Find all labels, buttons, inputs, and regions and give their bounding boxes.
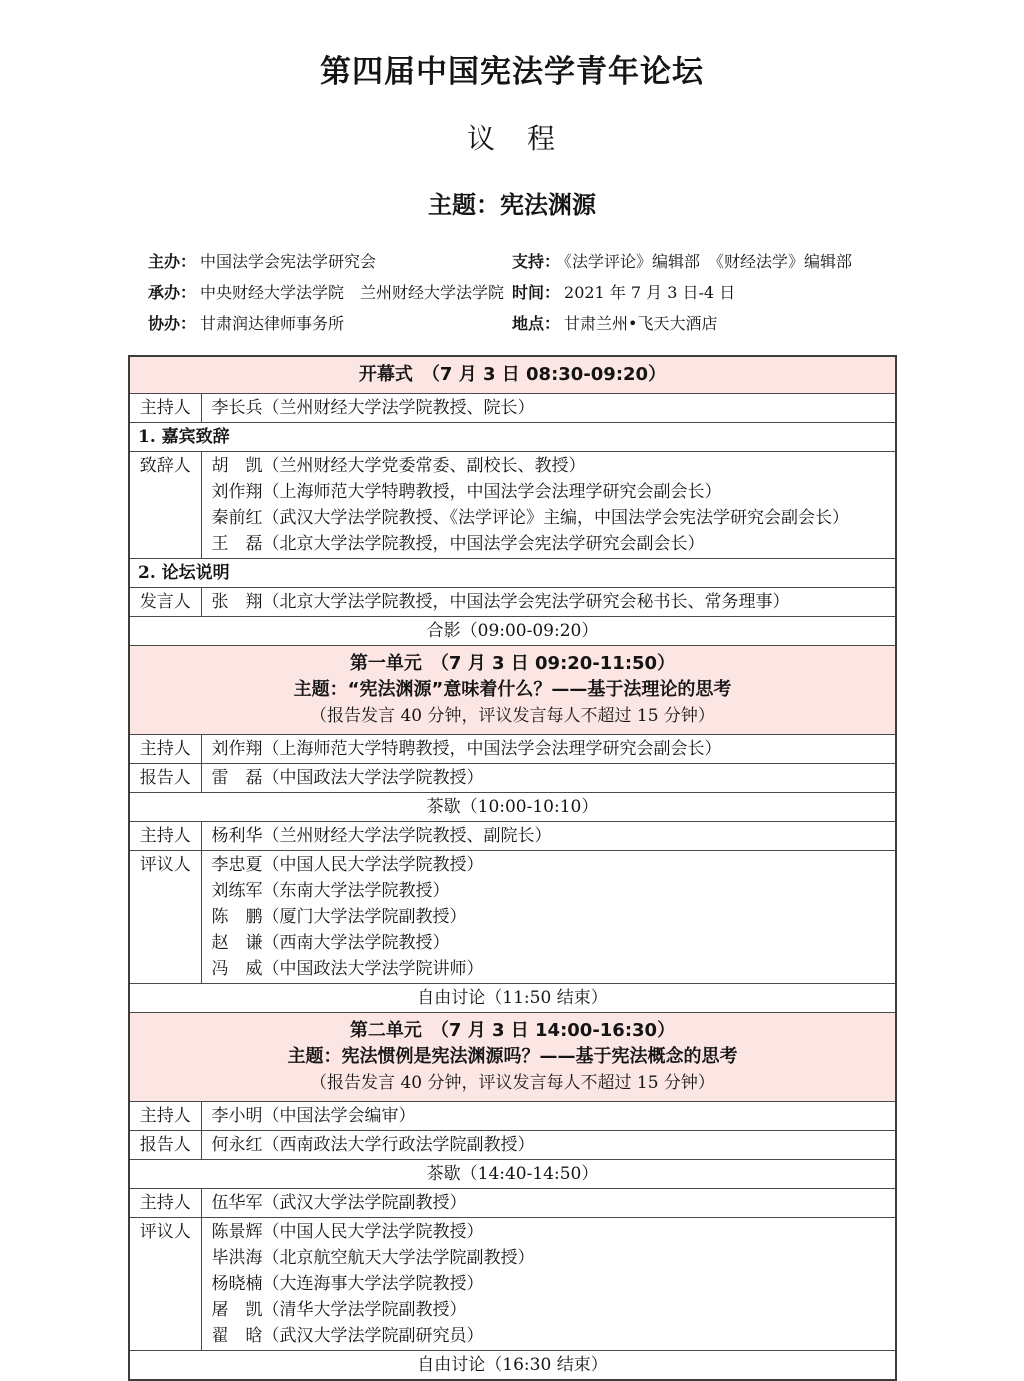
row-label: 评议人	[129, 1218, 201, 1351]
agenda-row-session	[129, 646, 896, 735]
person-line: 屠 凯（清华大学法学院副教授）	[211, 1300, 467, 1320]
person-line: 伍华军（武汉大学法学院副教授）	[211, 1193, 467, 1213]
person-line: 王 磊（北京大学法学院教授，中国法学会宪法学研究会副会长）	[211, 534, 705, 554]
row-content	[201, 452, 896, 559]
info-label: 时间：	[512, 283, 561, 302]
row-label: 主持人	[129, 735, 201, 764]
agenda-row-labeled	[129, 452, 896, 559]
agenda-row-session	[129, 356, 896, 394]
person-line: 秦前红（武汉大学法学院教授、《法学评论》主编，中国法学会宪法学研究会副会长）	[211, 508, 849, 528]
person-line: 雷 磊（中国政法大学法学院教授）	[211, 768, 484, 788]
center-row: 合影（09:00-09:20）	[129, 617, 896, 646]
row-label: 主持人	[129, 394, 201, 423]
session-header	[129, 646, 896, 735]
agenda-row-labeled	[129, 764, 896, 793]
info-label: 承办：	[148, 283, 197, 302]
person-line: 张 翔（北京大学法学院教授，中国法学会宪法学研究会秘书长、常务理事）	[211, 592, 790, 612]
person-line: 陈景辉（中国人民大学法学院教授）	[211, 1222, 484, 1242]
info-value: 中国法学会宪法学研究会	[200, 252, 377, 271]
info-line-support	[512, 246, 1024, 277]
row-label: 发言人	[129, 588, 201, 617]
person-line: 刘练军（东南大学法学院教授）	[211, 881, 450, 901]
organizer-info-right	[512, 246, 1024, 339]
agenda-row-center	[129, 984, 896, 1013]
center-row: 茶歇（10:00-10:10）	[129, 793, 896, 822]
agenda-row-center	[129, 1160, 896, 1189]
organizer-info	[148, 246, 1024, 339]
session-line: 第二单元 （7 月 3 日 14:00-16:30）	[349, 1020, 676, 1041]
agenda-row-center	[129, 793, 896, 822]
row-label: 评议人	[129, 851, 201, 984]
session-header	[129, 1013, 896, 1102]
agenda-row-section	[129, 559, 896, 588]
agenda-row-labeled	[129, 1189, 896, 1218]
row-content	[201, 822, 896, 851]
center-row: 茶歇（14:40-14:50）	[129, 1160, 896, 1189]
person-line: 赵 谦（西南大学法学院教授）	[211, 933, 450, 953]
person-line: 李忠夏（中国人民大学法学院教授）	[211, 855, 484, 875]
agenda-row-labeled	[129, 1102, 896, 1131]
person-line: 陈 鹏（厦门大学法学院副教授）	[211, 907, 467, 927]
info-line-time	[512, 277, 1024, 308]
agenda-row-labeled	[129, 1218, 896, 1351]
agenda-row-section	[129, 423, 896, 452]
agenda-heading: 议 程	[466, 122, 557, 155]
info-value: 《法学评论》编辑部 《财经法学》编辑部	[564, 252, 853, 271]
info-line-location	[512, 308, 1024, 339]
info-line-host	[148, 246, 512, 277]
row-content	[201, 1218, 896, 1351]
section-row: 2. 论坛说明	[129, 559, 896, 588]
agenda-row-labeled	[129, 735, 896, 764]
person-line: 杨晓楠（大连海事大学法学院教授）	[211, 1274, 484, 1294]
session-line: （报告发言 40 分钟，评议发言每人不超过 15 分钟）	[310, 1073, 715, 1093]
agenda-table-body	[129, 356, 896, 1380]
person-line: 李小明（中国法学会编审）	[211, 1106, 416, 1126]
section-row: 1. 嘉宾致辞	[129, 423, 896, 452]
row-content	[201, 764, 896, 793]
session-line: 主题：“宪法渊源”意味着什么？——基于法理论的思考	[293, 679, 732, 700]
info-label: 地点：	[512, 314, 561, 333]
row-label: 主持人	[129, 822, 201, 851]
row-content	[201, 735, 896, 764]
person-line: 毕洪海（北京航空航天大学法学院副教授）	[211, 1248, 535, 1268]
agenda-row-labeled	[129, 822, 896, 851]
info-label: 协办：	[148, 314, 197, 333]
person-line: 何永红（西南政法大学行政法学院副教授）	[211, 1135, 535, 1155]
agenda-row-center	[129, 1351, 896, 1381]
info-label: 主办：	[148, 252, 197, 271]
info-value: 甘肃兰州•飞天大酒店	[564, 314, 718, 333]
row-content	[201, 1131, 896, 1160]
info-line-undertaker	[148, 277, 512, 308]
row-label: 报告人	[129, 1131, 201, 1160]
info-line-coorganizer	[148, 308, 512, 339]
agenda-row-labeled	[129, 394, 896, 423]
agenda-row-labeled	[129, 851, 896, 984]
row-label: 主持人	[129, 1102, 201, 1131]
row-label: 报告人	[129, 764, 201, 793]
row-content	[201, 588, 896, 617]
page-title: 第四届中国宪法学青年论坛	[320, 54, 704, 90]
info-value: 2021 年 7 月 3 日-4 日	[564, 283, 736, 302]
person-line: 李长兵（兰州财经大学法学院教授、院长）	[211, 398, 535, 418]
agenda-table	[128, 355, 897, 1381]
agenda-row-labeled	[129, 588, 896, 617]
person-line: 杨利华（兰州财经大学法学院教授、副院长）	[211, 826, 552, 846]
person-line: 翟 晗（武汉大学法学院副研究员）	[211, 1326, 484, 1346]
session-header	[129, 356, 896, 394]
session-line: （报告发言 40 分钟，评议发言每人不超过 15 分钟）	[310, 706, 715, 726]
row-label: 致辞人	[129, 452, 201, 559]
person-line: 胡 凯（兰州财经大学党委常委、副校长、教授）	[211, 456, 586, 476]
organizer-info-left	[148, 246, 512, 339]
row-content	[201, 851, 896, 984]
session-line: 主题：宪法惯例是宪法渊源吗？——基于宪法概念的思考	[287, 1046, 738, 1067]
session-line: 开幕式 （7 月 3 日 08:30-09:20）	[358, 364, 667, 385]
document-page	[0, 46, 1024, 1375]
agenda-row-session	[129, 1013, 896, 1102]
agenda-row-labeled	[129, 1131, 896, 1160]
row-label: 主持人	[129, 1189, 201, 1218]
theme-heading: 主题：宪法渊源	[428, 191, 596, 219]
person-line: 刘作翔（上海师范大学特聘教授，中国法学会法理学研究会副会长）	[211, 739, 722, 759]
info-label: 支持：	[512, 252, 561, 271]
row-content	[201, 1189, 896, 1218]
info-value: 甘肃润达律师事务所	[200, 314, 345, 333]
row-content	[201, 1102, 896, 1131]
row-content	[201, 394, 896, 423]
center-row: 自由讨论（11:50 结束）	[129, 984, 896, 1013]
session-line: 第一单元 （7 月 3 日 09:20-11:50）	[349, 653, 676, 674]
person-line: 冯 威（中国政法大学法学院讲师）	[211, 959, 484, 979]
center-row: 自由讨论（16:30 结束）	[129, 1351, 896, 1381]
person-line: 刘作翔（上海师范大学特聘教授，中国法学会法理学研究会副会长）	[211, 482, 722, 502]
agenda-row-center	[129, 617, 896, 646]
info-value: 中央财经大学法学院 兰州财经大学法学院	[200, 283, 505, 302]
